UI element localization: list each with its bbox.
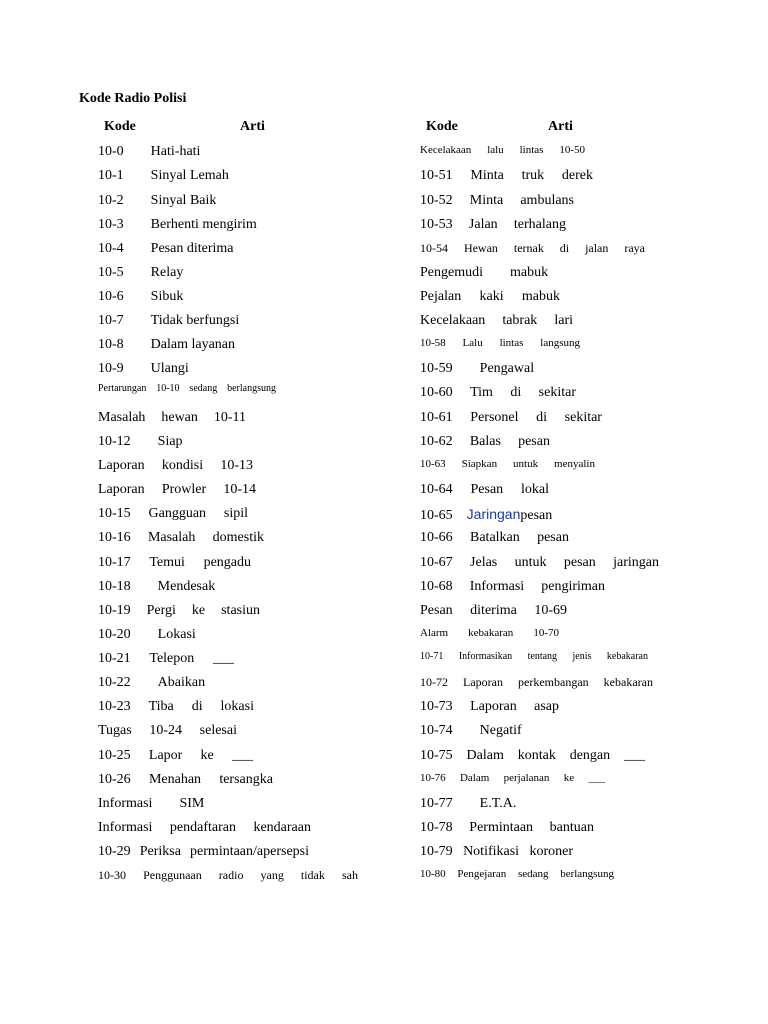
right-header-arti: Arti	[548, 119, 573, 134]
left-row-word: 10-8	[98, 337, 124, 352]
left-row-word: pendaftaran	[169, 820, 236, 835]
left-row-word: Informasi	[98, 820, 153, 835]
right-header-kode: Kode	[426, 119, 458, 134]
right-row-word: Permintaan	[469, 820, 534, 835]
left-row-word: Abaikan	[157, 675, 206, 690]
right-row-word: di	[536, 410, 548, 425]
left-row-word: SIM	[179, 796, 205, 811]
right-code-row	[420, 434, 550, 450]
left-row-word: 10-5	[98, 265, 124, 280]
right-row-word: Batalkan	[470, 530, 520, 545]
left-row-word: 10-18	[98, 579, 131, 594]
right-row-word: Pesan	[470, 482, 504, 497]
right-row-word: di	[510, 385, 522, 400]
left-row-word: 10-14	[223, 482, 256, 497]
left-code-row	[98, 434, 183, 450]
right-row-word: sekitar	[538, 385, 576, 400]
right-row-word: derek	[561, 168, 593, 183]
left-row-word: 10-1	[98, 168, 124, 183]
right-row-word: kaki	[479, 289, 504, 304]
left-row-word: sah	[341, 868, 358, 882]
left-code-row	[98, 217, 256, 233]
left-row-word: 10-16	[98, 530, 131, 545]
right-row-word: 10-50	[559, 144, 585, 156]
right-row-word: ke	[563, 772, 575, 784]
left-row-word: ke	[200, 748, 214, 763]
page-title: Kode Radio Polisi	[79, 91, 187, 106]
left-row-word: ___	[212, 651, 234, 666]
left-row-word: Tidak berfungsi	[150, 313, 240, 328]
right-row-word: Negatif	[479, 723, 522, 738]
right-row-word: 10-64	[420, 482, 453, 497]
right-row-word: 10-59	[420, 361, 453, 376]
right-code-row	[420, 482, 549, 498]
right-row-word: Pengejaran	[457, 868, 507, 880]
left-row-word: Tiba	[148, 699, 174, 714]
left-code-row	[98, 699, 254, 715]
right-row-word: 10-75	[420, 748, 453, 763]
right-row-word: 10-76	[420, 772, 446, 784]
right-row-word: kontak	[517, 748, 556, 763]
right-row-word: mabuk	[510, 265, 549, 280]
right-code-row	[420, 675, 653, 690]
right-code-row	[420, 410, 602, 426]
right-row-word: terhalang	[513, 217, 566, 232]
right-row-word: Hewan	[463, 241, 498, 255]
right-row-word: E.T.A.	[479, 796, 517, 811]
left-row-word: Tugas	[98, 723, 132, 738]
left-code-row	[98, 410, 246, 426]
left-code-row	[98, 193, 216, 209]
right-row-word: perkembangan	[518, 675, 589, 689]
left-row-word: permintaan/apersepsi	[190, 844, 309, 859]
right-row-word: Dalam	[459, 772, 490, 784]
right-row-word: bantuan	[549, 820, 594, 835]
right-row-word: 10-63	[420, 458, 446, 470]
right-row-word: 10-69	[534, 603, 567, 618]
left-code-row	[98, 579, 216, 595]
right-code-row	[420, 289, 560, 305]
left-header-arti: Arti	[240, 119, 265, 134]
left-code-row	[98, 313, 239, 329]
right-row-word: Jelas	[470, 555, 498, 570]
right-row-word: sekitar	[564, 410, 602, 425]
right-row-word: Alarm	[420, 627, 449, 639]
left-row-word: di	[191, 699, 203, 714]
left-row-word: selesai	[199, 723, 237, 738]
left-row-word: 10-17	[98, 555, 131, 570]
left-row-word: yang	[260, 868, 284, 882]
left-row-word: 10-21	[98, 651, 131, 666]
right-row-word: pesan	[518, 434, 550, 449]
right-row-word: kebakaran	[468, 627, 514, 639]
right-row-word: ambulans	[520, 193, 574, 208]
right-row-word: langsung	[540, 337, 580, 349]
left-row-word: Sinyal Baik	[150, 193, 217, 208]
left-code-row	[98, 675, 206, 691]
right-row-word: truk	[521, 168, 545, 183]
right-code-row	[420, 603, 567, 619]
left-header-kode: Kode	[104, 119, 136, 134]
left-row-word: 10-22	[98, 675, 131, 690]
right-row-word: 10-58	[420, 337, 446, 349]
right-row-word: jenis	[572, 651, 592, 662]
right-code-row	[420, 313, 573, 329]
left-row-word: Sibuk	[150, 289, 184, 304]
right-row-word: lintas	[499, 337, 524, 349]
left-code-row	[98, 241, 232, 257]
right-row-word: Informasi	[469, 579, 525, 594]
right-code-row	[420, 844, 573, 860]
right-row-word: Jalan	[468, 217, 498, 232]
left-row-word: Pergi	[146, 603, 176, 618]
right-row-word: 10-71	[420, 651, 444, 662]
left-row-word: 10-15	[98, 506, 131, 521]
right-code-row	[420, 651, 648, 662]
right-row-word: Minta	[469, 193, 504, 208]
right-row-word: asap	[534, 699, 559, 714]
right-row-word: 10-51	[420, 168, 453, 183]
left-row-word: kondisi	[161, 458, 204, 473]
left-row-word: Hati-hati	[150, 144, 201, 159]
left-row-word: Temui	[149, 555, 185, 570]
right-row-word: 10-70	[533, 627, 559, 639]
left-code-row	[98, 651, 234, 667]
right-row-word: pesan	[520, 508, 553, 523]
left-row-word: 10-11	[213, 410, 246, 425]
right-row-word: Kecelakaan	[420, 313, 486, 328]
right-row-word: Laporan	[470, 699, 517, 714]
left-row-word: Siap	[157, 434, 183, 449]
left-row-word: Laporan	[98, 482, 145, 497]
right-row-word: 10-65	[420, 508, 453, 523]
right-row-word: Pesan	[420, 603, 453, 618]
right-row-word: 10-67	[420, 555, 453, 570]
left-code-row	[98, 265, 185, 281]
left-row-word: 10-6	[98, 289, 124, 304]
left-row-word: ke	[191, 603, 206, 618]
left-row-word: Masalah	[98, 410, 146, 425]
right-code-row	[420, 265, 549, 281]
right-row-word: 10-52	[420, 193, 453, 208]
left-row-word: Relay	[150, 265, 184, 280]
right-code-row	[420, 217, 566, 233]
right-row-word: dengan	[569, 748, 611, 763]
right-row-word: pesan	[563, 555, 596, 570]
right-row-word: lalu	[487, 144, 504, 156]
right-code-row	[420, 530, 569, 546]
left-code-row	[98, 868, 358, 883]
left-code-row	[98, 555, 251, 571]
right-row-word: pengiriman	[541, 579, 605, 594]
left-row-word: 10-12	[98, 434, 131, 449]
left-code-row	[98, 723, 237, 739]
left-row-word: 10-9	[98, 361, 124, 376]
left-row-word: 10-30	[98, 868, 126, 882]
right-code-row	[420, 627, 559, 639]
right-row-word: Notifikasi	[463, 844, 520, 859]
left-code-row	[98, 603, 260, 619]
left-row-word: kendaraan	[253, 820, 311, 835]
left-code-row	[98, 289, 186, 305]
right-row-word: raya	[624, 241, 645, 255]
right-row-word: kebakaran	[603, 675, 653, 689]
right-row-word: sedang	[517, 868, 549, 880]
right-row-word: Tim	[470, 385, 493, 400]
left-row-word: 10-25	[98, 748, 131, 763]
right-row-word: untuk	[513, 458, 539, 470]
left-row-word: Prowler	[161, 482, 207, 497]
right-row-word: Balas	[469, 434, 501, 449]
left-row-word: Periksa	[139, 844, 181, 859]
right-row-word: 10-62	[420, 434, 453, 449]
right-row-word: 10-66	[420, 530, 453, 545]
left-row-word: Penggunaan	[143, 868, 202, 882]
right-row-word: ternak	[513, 241, 544, 255]
left-row-word: 10-7	[98, 313, 124, 328]
right-row-word: 10-61	[420, 410, 453, 425]
left-row-word: Gangguan	[148, 506, 207, 521]
left-row-word: 10-20	[98, 627, 131, 642]
right-row-word: Personel	[470, 410, 519, 425]
right-row-word: kebakaran	[606, 651, 648, 662]
right-row-word: pesan	[537, 530, 569, 545]
right-row-word: lintas	[519, 144, 544, 156]
right-row-word: Laporan	[463, 675, 503, 689]
left-row-word: 10-10	[156, 383, 180, 394]
right-row-word: 10-73	[420, 699, 453, 714]
right-row-word: jaringan	[613, 555, 659, 570]
left-code-row	[98, 144, 208, 160]
left-row-word: Dalam layanan	[150, 337, 236, 352]
left-row-word: Pesan diterima	[150, 241, 234, 256]
left-row-word: stasiun	[221, 603, 260, 618]
right-row-word: ___	[588, 772, 605, 784]
left-code-row	[98, 458, 253, 474]
left-row-word: 10-29	[98, 844, 131, 859]
left-code-row	[98, 627, 196, 643]
right-row-word: Pejalan	[420, 289, 462, 304]
left-row-word: 10-0	[98, 144, 124, 159]
left-row-word: Telepon	[149, 651, 195, 666]
right-row-word: 10-53	[420, 217, 453, 232]
left-row-word: hewan	[161, 410, 198, 425]
right-code-row	[420, 241, 645, 256]
left-row-word: Mendesak	[157, 579, 216, 594]
left-row-word: 10-4	[98, 241, 124, 256]
left-code-row	[98, 361, 190, 377]
right-row-word: Pengawal	[479, 361, 535, 376]
left-row-word: 10-2	[98, 193, 124, 208]
right-code-row	[420, 820, 594, 836]
right-row-word: Pengemudi	[420, 265, 483, 280]
right-row-word: menyalin	[554, 458, 595, 470]
right-row-word: mabuk	[521, 289, 560, 304]
left-row-word: 10-3	[98, 217, 124, 232]
right-row-word: koroner	[529, 844, 573, 859]
right-row-word: 10-60	[420, 385, 453, 400]
left-code-row	[98, 844, 309, 860]
right-code-row	[420, 699, 559, 715]
right-row-word: Dalam	[466, 748, 504, 763]
right-code-row	[420, 506, 564, 524]
right-row-word: tentang	[527, 651, 558, 662]
right-row-word: lari	[554, 313, 573, 328]
right-row-word: lokal	[521, 482, 549, 497]
left-code-row	[98, 506, 248, 522]
right-code-row	[420, 361, 535, 377]
left-row-word: 10-23	[98, 699, 131, 714]
left-row-word: pengadu	[203, 555, 251, 570]
left-row-word: radio	[218, 868, 244, 882]
right-row-word: Siapkan	[461, 458, 498, 470]
left-row-word: sedang	[189, 383, 218, 394]
right-row-word: jalan	[585, 241, 609, 255]
left-row-word: domestik	[212, 530, 264, 545]
right-row-word: 10-80	[420, 868, 446, 880]
right-row-word: ___	[623, 748, 645, 763]
right-row-word: Informasikan	[458, 651, 513, 662]
left-row-word: ___	[231, 748, 253, 763]
right-row-word: 10-74	[420, 723, 453, 738]
right-row-word: Lalu	[462, 337, 483, 349]
right-row-word: 10-77	[420, 796, 453, 811]
left-code-row	[98, 748, 253, 764]
right-row-word: 10-72	[420, 675, 448, 689]
right-code-row	[420, 796, 517, 812]
right-code-row	[420, 748, 645, 764]
right-code-row	[420, 555, 659, 571]
left-row-word: 10-26	[98, 772, 131, 787]
left-row-word: Lokasi	[157, 627, 196, 642]
left-code-row	[98, 530, 264, 546]
left-row-word: Masalah	[147, 530, 196, 545]
right-code-row	[420, 868, 614, 880]
right-code-row	[420, 144, 585, 156]
right-code-row	[420, 193, 574, 209]
left-row-word: lokasi	[220, 699, 254, 714]
left-row-word: Lapor	[148, 748, 183, 763]
right-row-word: tabrak	[502, 313, 538, 328]
left-row-word: Berhenti mengirim	[150, 217, 257, 232]
left-row-word: berlangsung	[227, 383, 276, 394]
left-row-word: Laporan	[98, 458, 145, 473]
left-code-row	[98, 482, 256, 498]
right-code-row	[420, 579, 605, 595]
left-code-row	[98, 383, 276, 394]
right-row-word: di	[559, 241, 570, 255]
left-row-word: Sinyal Lemah	[150, 168, 229, 183]
left-row-word: tidak	[300, 868, 325, 882]
left-row-word: Informasi	[98, 796, 153, 811]
left-row-word: Ulangi	[150, 361, 189, 376]
right-row-word: berlangsung	[560, 868, 614, 880]
right-row-word: 10-79	[420, 844, 453, 859]
right-code-row	[420, 772, 605, 784]
left-row-word: 10-24	[149, 723, 183, 738]
left-row-word: tersangka	[219, 772, 273, 787]
jaringan-link[interactable]: Jaringan	[466, 506, 521, 522]
left-row-word: 10-13	[220, 458, 253, 473]
right-code-row	[420, 458, 595, 470]
right-code-row	[420, 723, 522, 739]
left-row-word: 10-19	[98, 603, 131, 618]
left-code-row	[98, 772, 273, 788]
right-code-row	[420, 337, 580, 349]
right-row-word: Kecelakaan	[420, 144, 472, 156]
right-code-row	[420, 385, 576, 401]
left-row-word: sipil	[223, 506, 248, 521]
right-row-word: 10-78	[420, 820, 453, 835]
left-code-row	[98, 168, 229, 184]
right-row-word: Minta	[470, 168, 504, 183]
left-code-row	[98, 796, 205, 812]
right-row-word: untuk	[514, 555, 547, 570]
right-code-row	[420, 168, 593, 184]
left-code-row	[98, 820, 311, 836]
left-code-row	[98, 337, 236, 353]
left-row-word: Menahan	[148, 772, 202, 787]
right-row-word: 10-54	[420, 241, 448, 255]
right-row-word: 10-68	[420, 579, 453, 594]
left-row-word: Pertarungan	[98, 383, 147, 394]
right-row-word: diterima	[470, 603, 517, 618]
right-row-word: perjalanan	[503, 772, 550, 784]
